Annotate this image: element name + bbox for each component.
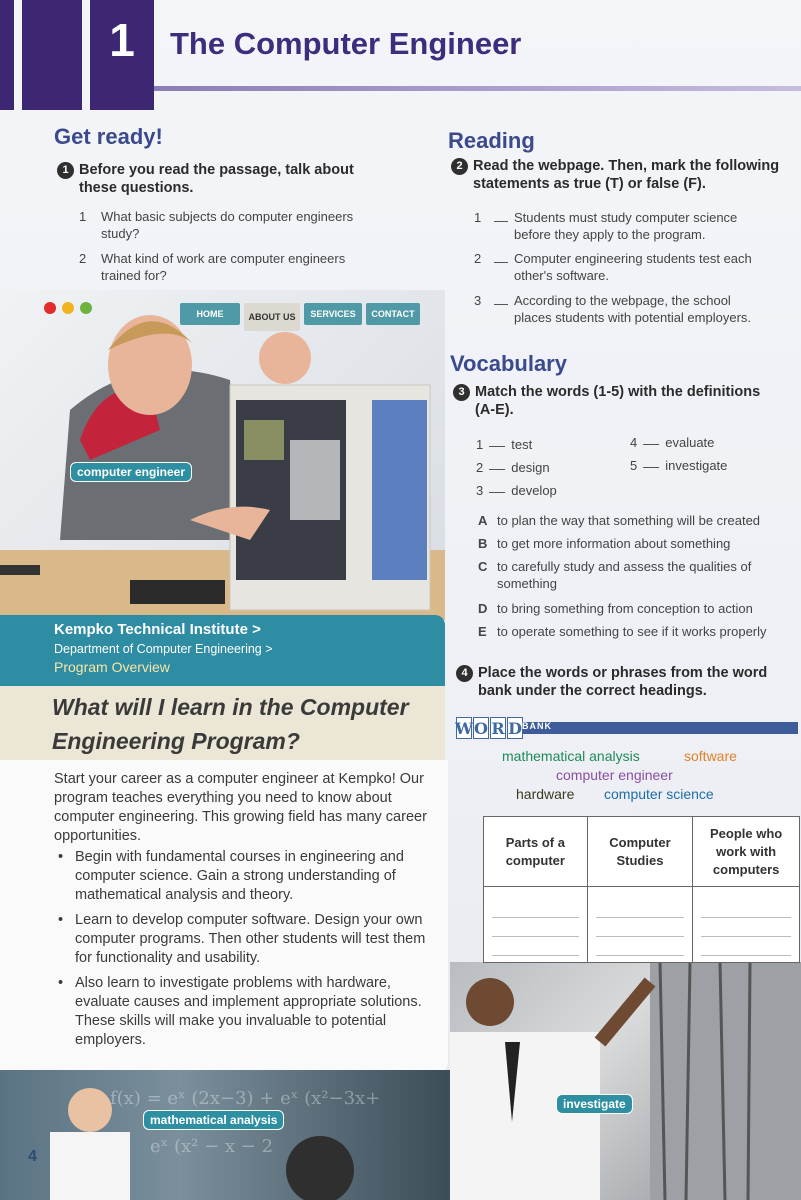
instruction-text: Place the words or phrases from the word (478, 665, 768, 681)
item-number: 4 (630, 435, 638, 450)
question-number-badge: 1 (57, 162, 74, 179)
instruction-text: (A-E). (475, 402, 514, 418)
reading-heading: Reading (448, 128, 535, 153)
reading-instruction (451, 157, 796, 193)
vocab-word (630, 434, 714, 451)
word-bank-item: hardware (516, 786, 575, 802)
question-text: study? (101, 226, 140, 241)
bullet-icon: • (58, 912, 64, 928)
header-rule (154, 86, 801, 91)
true-false-statement (474, 292, 794, 326)
definition (478, 623, 798, 640)
categorization-table (483, 816, 800, 963)
nav-about-us[interactable]: ABOUT US (244, 303, 300, 331)
investigate-tag: investigate (556, 1094, 633, 1114)
unit-number: 1 (90, 0, 154, 110)
bullet-text: Also learn to investigate problems with hardware, evaluate causes and implement appropriate solutions. These skills will make you invaluable to potential employers. (75, 975, 422, 1048)
header-bar (22, 0, 82, 110)
item-number: 2 (79, 251, 87, 266)
statement-text: According to the webpage, the school (514, 293, 731, 308)
item-number: 2 (474, 251, 482, 266)
unit-title: The Computer Engineer (170, 26, 522, 61)
bullet-icon: • (58, 849, 64, 865)
definition (478, 535, 796, 552)
word-text: design (511, 460, 550, 475)
answer-cell[interactable] (693, 887, 800, 963)
definition (478, 558, 796, 592)
page-number: 4 (28, 1148, 37, 1165)
definition (478, 512, 796, 529)
answer-cell[interactable] (484, 887, 588, 963)
intro-paragraph: Start your career as a computer engineer at Kempko! Our program teaches everything you need to know about computer engineering. This growing field has many career opportunities. (54, 771, 427, 844)
engineer-illustration (0, 290, 445, 620)
bullet-icon: • (58, 975, 64, 991)
definition-letter: C (478, 559, 488, 574)
question-number-badge: 2 (451, 158, 468, 175)
word-bank-item: computer engineer (556, 767, 673, 783)
green-dot-icon (80, 302, 92, 314)
definition-text: to get more information about something (497, 536, 731, 551)
answer-blank[interactable] (643, 444, 659, 445)
statement-text: other's software. (514, 268, 609, 283)
question-text: What kind of work are computer engineers (101, 251, 346, 266)
get-ready-instruction (57, 161, 427, 197)
nav-contact[interactable]: CONTACT (366, 303, 420, 325)
answer-blank[interactable] (494, 262, 508, 263)
exercise4-instruction (456, 664, 801, 700)
computer-engineer-tag: computer engineer (70, 462, 192, 482)
header-bar (0, 0, 14, 110)
logo-letter: O (474, 718, 488, 738)
word-bank-logo (456, 717, 524, 739)
bullet-item (58, 848, 443, 905)
bullet-text: Begin with fundamental courses in engineering and computer science. Gain a strong understanding of mathematical analysis and theory. (75, 849, 404, 903)
question-number-badge: 3 (453, 384, 470, 401)
question-text: What basic subjects do computer engineers (101, 209, 354, 224)
logo-letter: R (491, 718, 505, 738)
true-false-statement (474, 209, 794, 243)
word-bank-item: mathematical analysis (502, 748, 640, 764)
logo-letter: W (455, 718, 473, 738)
mathematical-analysis-tag: mathematical analysis (143, 1110, 284, 1130)
item-number: 1 (476, 437, 484, 452)
definition-letter: B (478, 536, 488, 551)
item-number: 2 (476, 460, 484, 475)
answer-blank[interactable] (489, 446, 505, 447)
answer-cell[interactable] (587, 887, 693, 963)
word-bank-label: BANK (522, 721, 552, 731)
yellow-dot-icon (62, 302, 74, 314)
breadcrumb-institute[interactable]: Kempko Technical Institute > (54, 621, 261, 638)
vocab-word (630, 457, 727, 474)
item-number: 5 (630, 458, 638, 473)
item-number: 1 (474, 210, 482, 225)
statement-text: Computer engineering students test each (514, 251, 752, 266)
investigate-photo (450, 962, 801, 1200)
webpage-breadcrumb-bar (0, 615, 445, 687)
item-number: 3 (474, 293, 482, 308)
discussion-question (79, 208, 409, 242)
answer-blank[interactable] (489, 492, 505, 493)
nav-home[interactable]: HOME (180, 303, 240, 325)
statement-text: before they apply to the program. (514, 227, 706, 242)
word-bank-item: software (684, 748, 737, 764)
definition (478, 600, 796, 617)
instruction-text: Match the words (1-5) with the definitions (475, 384, 761, 400)
bullet-text: Learn to develop computer software. Design your own computer programs. Then other students will test them for functionality and usability. (75, 912, 426, 966)
true-false-statement (474, 250, 794, 284)
definition-text: to bring something from conception to action (497, 601, 753, 616)
vocab-word (476, 482, 557, 499)
bullet-item (58, 911, 443, 968)
instruction-text: statements as true (T) or false (F). (473, 176, 706, 192)
definition-text: to operate something to see if it works properly (497, 624, 767, 639)
word-text: evaluate (665, 435, 715, 450)
instruction-text: these questions. (79, 180, 194, 196)
title-line: What will I learn in the Computer (52, 694, 409, 720)
answer-blank[interactable] (643, 467, 659, 468)
instruction-text: bank under the correct headings. (478, 683, 707, 699)
definition-letter: A (478, 513, 488, 528)
definition-text: to carefully study and assess the qualities of (497, 559, 752, 574)
column-header: Parts of a computer (484, 817, 588, 887)
get-ready-heading: Get ready! (54, 124, 163, 149)
instruction-text: Read the webpage. Then, mark the following (473, 158, 780, 174)
word-bank-bar (520, 722, 798, 734)
answer-blank[interactable] (489, 469, 505, 470)
word-text: develop (511, 483, 557, 498)
column-header: People who work with computers (693, 817, 800, 887)
vocabulary-instruction (453, 383, 798, 419)
statement-text: Students must study computer science (514, 210, 738, 225)
webpage-title-bar (0, 686, 445, 760)
webpage-title (52, 690, 437, 758)
math-photo: f(x) = eˣ (2x−3) + eˣ (x²−3x+ eˣ (x² − x − 2 (0, 1070, 450, 1200)
breadcrumb-department[interactable]: Department of Computer Engineering > (54, 642, 273, 656)
question-text: trained for? (101, 268, 167, 283)
item-number: 1 (79, 209, 87, 224)
webpage-body (0, 760, 448, 1072)
statement-text: places students with potential employers. (514, 310, 752, 325)
window-dots (44, 302, 92, 314)
word-text: test (511, 437, 533, 452)
word-text: investigate (665, 458, 728, 473)
vocabulary-heading: Vocabulary (450, 351, 567, 376)
red-dot-icon (44, 302, 56, 314)
breadcrumb-program: Program Overview (54, 659, 170, 675)
question-number-badge: 4 (456, 665, 473, 682)
nav-services[interactable]: SERVICES (304, 303, 362, 325)
column-header: Computer Studies (587, 817, 693, 887)
definition-text: to plan the way that something will be created (497, 513, 761, 528)
answer-blank[interactable] (494, 221, 508, 222)
engineer-photo (0, 290, 445, 620)
discussion-question (79, 250, 409, 284)
word-bank-item: computer science (604, 786, 714, 802)
definition-letter: D (478, 601, 488, 616)
instruction-text: Before you read the passage, talk about (79, 162, 354, 178)
definition-letter: E (478, 624, 487, 639)
definition-text: something (497, 576, 557, 591)
vocab-word (476, 459, 550, 476)
logo-letter: D (508, 718, 522, 738)
title-line: Engineering Program? (52, 728, 300, 754)
vocab-word (476, 436, 532, 453)
answer-blank[interactable] (494, 304, 508, 305)
bullet-item (58, 974, 443, 1050)
item-number: 3 (476, 483, 484, 498)
